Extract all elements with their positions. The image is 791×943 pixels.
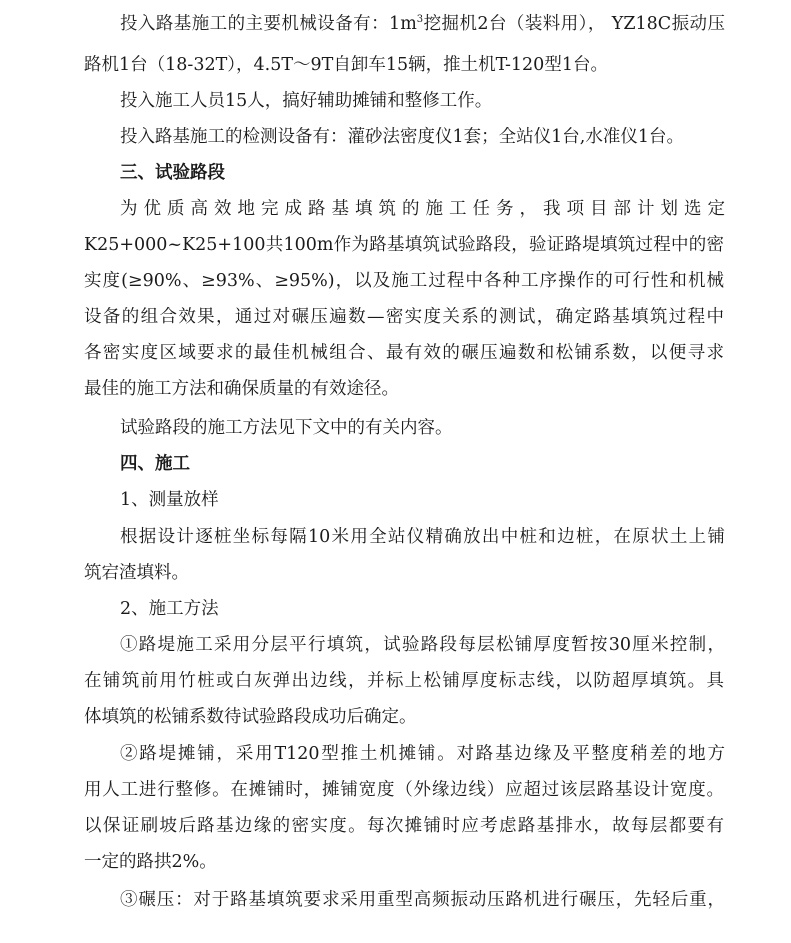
trial-paragraph-line-1: 为 优 质 高 效 地 完 成 路 基 填 筑 的 施 工 任 务 ， 我 项 目 部 计 划 选 定 [120, 199, 725, 219]
text-run: 投入路基施工的主要机械设备有：1m [120, 14, 417, 34]
paragraph-equipment-line-1 [120, 12, 725, 36]
trial-paragraph-line-3: 实度(≥90%、≥93%、≥95%)，以及施工过程中各种工序操作的可行性和机械 [84, 271, 724, 291]
subheading-survey-layout: 1、测量放样 [120, 490, 219, 510]
trial-paragraph-line-6: 最佳的施工方法和确保质量的有效途径。 [84, 379, 399, 399]
method-item-1-line-1: ①路堤施工采用分层平行填筑，试验路段每层松铺厚度暂按30厘米控制， [120, 635, 725, 655]
method-item-2-line-1: ②路堤摊铺，采用T120型推土机摊铺。对路基边缘及平整度稍差的地方 [120, 744, 725, 764]
paragraph-personnel: 投入施工人员15人，搞好辅助摊铺和整修工作。 [120, 91, 493, 111]
survey-paragraph-line-1: 根据设计逐桩坐标每隔10米用全站仪精确放出中桩和边桩，在原状土上铺 [120, 527, 725, 547]
trial-paragraph-line-2: K25+000~K25+100共100m作为路基填筑试验路段，验证路堤填筑过程中的密 [84, 235, 724, 255]
method-item-3-line-1: ③碾压：对于路基填筑要求采用重型高频振动压路机进行碾压，先轻后重， [120, 890, 725, 910]
section-heading-trial-section: 三、试验路段 [120, 163, 225, 183]
trial-paragraph-line-4: 设备的组合效果，通过对碾压遍数—密实度关系的测试，确定路基填筑过程中 [84, 307, 724, 327]
text-run: 挖掘机2台（装料用）， YZ18C振动压 [423, 14, 725, 34]
paragraph-testing-equipment: 投入路基施工的检测设备有：灌砂法密度仪1套；全站仪1台,水准仪1台。 [120, 127, 684, 147]
trial-paragraph-line-5: 各密实度区域要求的最佳机械组合、最有效的碾压遍数和松铺系数，以便寻求 [84, 343, 724, 363]
paragraph-trial-method: 试验路段的施工方法见下文中的有关内容。 [120, 418, 453, 438]
survey-paragraph-line-2: 筑宕渣填料。 [84, 563, 189, 583]
method-item-2-line-4: 一定的路拱2%。 [84, 852, 217, 872]
subheading-construction-method: 2、施工方法 [120, 599, 219, 619]
paragraph-equipment-line-2: 路机1台（18-32T），4.5T～9T自卸车15辆，推土机T-120型1台。 [84, 55, 608, 75]
section-heading-construction: 四、施工 [120, 454, 190, 474]
method-item-1-line-2: 在铺筑前用竹桩或白灰弹出边线，并标上松铺厚度标志线，以防超厚填筑。具 [84, 671, 724, 691]
method-item-2-line-2: 用人工进行整修。在摊铺时，摊铺宽度（外缘边线）应超过该层路基设计宽度。 [84, 780, 724, 800]
superscript: 3 [416, 14, 424, 25]
method-item-1-line-3: 体填筑的松铺系数待试验路段成功后确定。 [84, 707, 417, 727]
method-item-2-line-3: 以保证刷坡后路基边缘的密实度。每次摊铺时应考虑路基排水，故每层都要有 [84, 816, 724, 836]
